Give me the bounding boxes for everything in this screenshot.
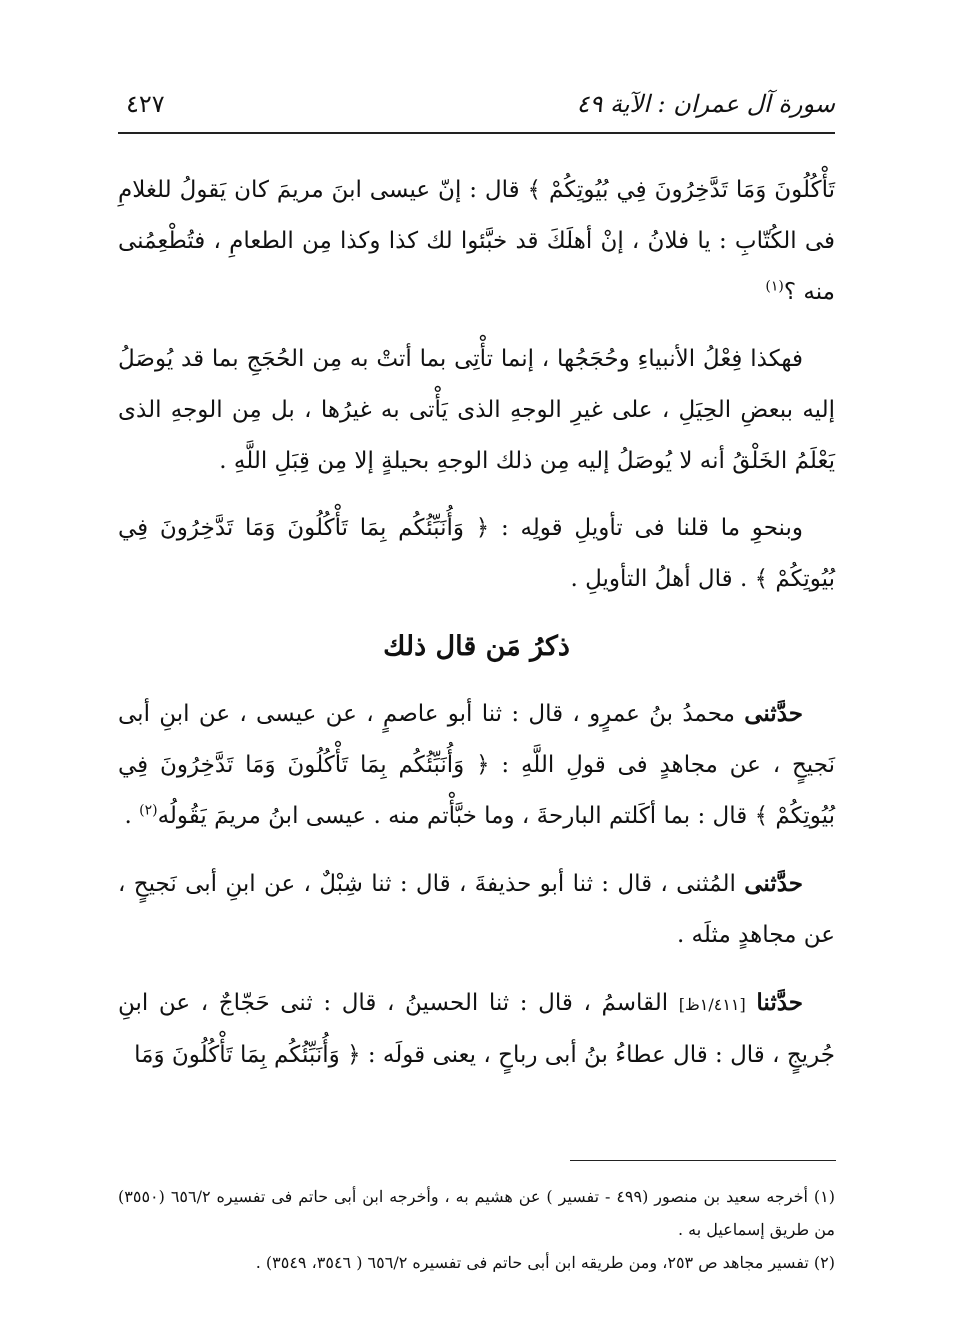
header-rule [118,132,835,134]
footnote-ref: (١) [765,278,784,295]
paragraph-text: وبنحوِ ما قلنا فى تأويلِ قولِه : ﴿ وَأُنَبِّئُكُم بِمَا تَأْكُلُونَ وَمَا تَدَّخِرُونَ فِي بُيُوتِكُمْ ﴾ . قال أهلُ التأويلِ . [118,515,835,592]
narration [118,858,835,961]
paragraph [118,165,835,318]
paragraph [118,503,835,605]
narration-lead: حدَّثنا [756,989,804,1016]
narration-end: . [124,803,140,829]
footnote-ref: (٢) [139,802,158,819]
page-header [118,88,835,128]
page-number: ٤٢٧ [126,90,165,118]
narration [118,977,835,1081]
paragraph-text: تَأْكُلُونَ وَمَا تَدَّخِرُونَ فِي بُيُوتِكُمْ ﴾ قال : إنّ عيسى ابنَ مريمَ كان يَقولُ للغلامِ فى الكُتّابِ : يا فلانُ ، إنْ أهلَكَ قد خبَّئوا لك كذا وكذا مِن الطعامِ ، فتُطْعِمُنى منه ؟ [118,177,835,305]
footnote: (١) أخرجه سعيد بن منصور (٤٩٩ - تفسير ) عن هشيم به ، وأخرجه ابن أبى حاتم فى تفسيره ٦٥٦/٢ (٣٥٥٠) من طريق إسماعيل به . [118,1187,836,1239]
paragraph-text: فهكذا فِعْلُ الأنبياءِ وحُجَجُها ، إنما تأْتِى بما أتتْ به مِن الحُجَجِ بما قد يُوصَلُ إليه ببعضِ الحِيَلِ ، على غيرِ الوجهِ الذى يَأْتى به غيرُها ، بل مِن الوجهِ الذى يَعْلَمُ الخَلْقُ أنه لا يُوصَلُ إليه مِن ذلك الوجهِ بحيلةٍ إلا مِن قِبَلِ اللَّهِ . [118,346,835,474]
footnotes [118,1180,835,1279]
narration [118,688,835,842]
narration-text: القاسمُ ، قال : ثنا الحسينُ ، قال : ثنى حَجّاجٌ ، عن ابنِ جُريجٍ ، قال : قال عطاءُ بنُ أبى رباحٍ ، يعنى قولَه : ﴿ وَأُنَبِّئُكُم بِمَا تَأْكُلُونَ وَمَا [118,990,835,1068]
running-title: سورة آل عمران : الآية ٤٩ [576,90,835,118]
narration-lead: حدَّثنى [744,870,803,897]
narration-text: محمدُ بنُ عمرٍو ، قال : ثنا أبو عاصمٍ ، عن عيسى ، عن ابنِ أبى نَجيحٍ ، عن مجاهدٍ فى قولِ اللَّهِ : ﴿ وَأُنَبِّئُكُم بِمَا تَأْكُلُونَ وَمَا تَدَّخِرُونَ فِي بُيُوتِكُمْ ﴾ قال : بما أكَلتم البارحةَ ، وما خبَّأْتم منه . عيسى ابنُ مريمَ يَقُولُه [118,701,835,829]
footnote-rule [570,1160,836,1161]
footnote: (٢) تفسير مجاهد ص ٢٥٣، ومن طريقه ابن أبى حاتم فى تفسيره ٦٥٦/٢ ( ٣٥٤٦، ٣٥٤٩) . [255,1253,835,1272]
narration-text: المُثنى ، قال : ثنا أبو حذيفةَ ، قال : ثنا شِبْلٌ ، عن ابنِ أبى نَجيحٍ ، عن مجاهدٍ مثلَه . [118,871,835,948]
main-text [118,165,835,1081]
manuscript-marker: [١/٤١١ظ] [678,995,746,1014]
paragraph [118,334,835,487]
narration-lead: حدَّثنى [744,700,803,727]
section-heading: ذكرُ مَن قال ذلك [383,631,570,662]
